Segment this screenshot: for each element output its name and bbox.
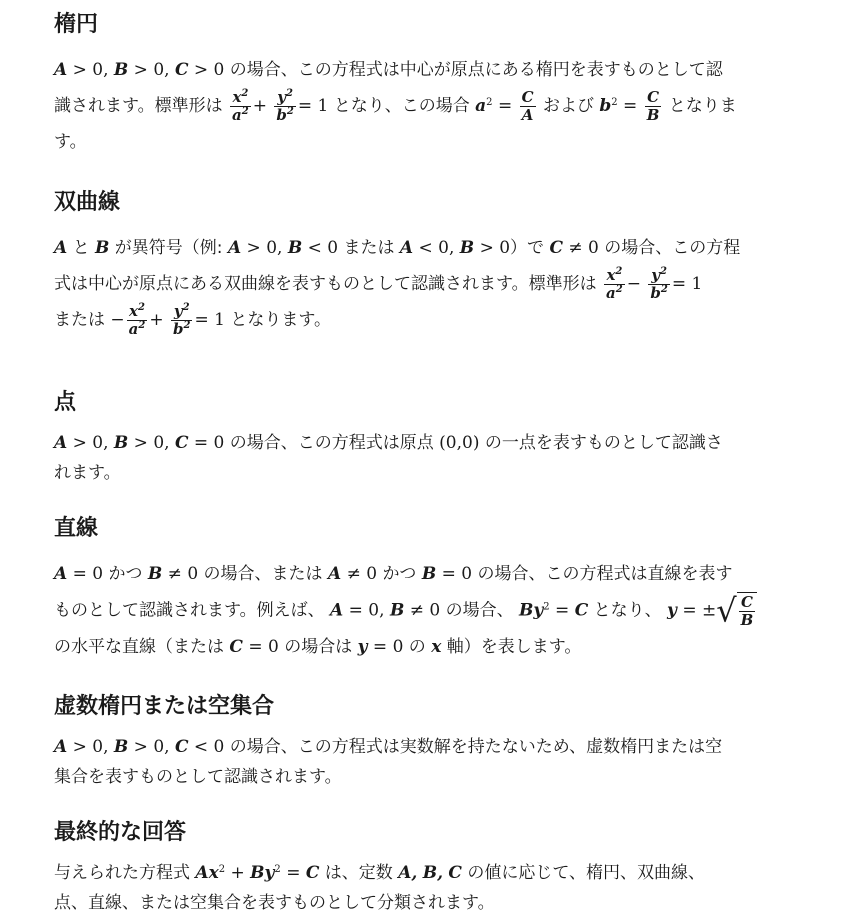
section-title-hyperbola: 双曲線 bbox=[54, 190, 121, 215]
text-span: の場合、この方程式は直線を表す bbox=[477, 564, 733, 584]
text-span: かつ bbox=[382, 564, 417, 584]
text-span: となり、この場合 bbox=[333, 96, 470, 116]
fraction-c-a: $\frac{C}{A}$ bbox=[521, 87, 534, 124]
text-span: となり、 bbox=[593, 600, 662, 621]
text-span: の bbox=[408, 637, 426, 657]
text-span: の場合、 bbox=[445, 600, 514, 621]
text-span: の水平な直線（または bbox=[54, 637, 224, 657]
text-span: と bbox=[72, 238, 90, 258]
text-span: は、定数 bbox=[324, 863, 393, 883]
text-span: または bbox=[343, 238, 395, 258]
section-line bbox=[54, 514, 824, 665]
text-span: の場合、この方程 bbox=[604, 238, 741, 258]
text-span: 式は中心が原点にある双曲線を表すものとして認識されます。標準形は bbox=[54, 274, 597, 294]
hyperbola-paragraph: A と B が異符号（例: A > 0, B < 0 または A < 0, B > 0）で C ≠ 0 の場合、この方程 式は中心が原点にある双曲線を表すものとして認識されます。標準形は $\frac{x^2}{a^2}$ − $\frac{y^2}{b^2}$ = 1 または − $\frac{x^2}{a^2}$ + $\frac{y^2}{b^2}$ = 1 となります。 bbox=[54, 238, 741, 338]
fraction-y2-b2: $\frac{y^2}{b^2}$ bbox=[650, 265, 668, 302]
text-span: かつ bbox=[108, 564, 143, 584]
text-span: 識されます。標準形は bbox=[54, 96, 223, 116]
fraction-x2-a2: $\frac{x^2}{a^2}$ bbox=[606, 265, 623, 302]
conclusion-paragraph: 与えられた方程式 Ax$^2$ + By$^2$ = C は、定数 A, B, C の値に応じて、楕円、双曲線、 点、直線、または空集合を表すものとして分類されます。 bbox=[54, 863, 706, 913]
fraction-x2-a2: $\frac{x^2}{a^2}$ bbox=[128, 301, 146, 338]
text-span: 与えられた方程式 bbox=[54, 863, 190, 883]
text-span: れます。 bbox=[54, 463, 121, 483]
fraction-x2-a2: $\frac{x^2}{a^2}$ bbox=[232, 87, 249, 124]
text-span: ものとして認識されます。例えば、 bbox=[54, 600, 325, 621]
text-span: ）で bbox=[510, 238, 545, 258]
section-title-ellipse: 楕円 bbox=[54, 12, 99, 37]
fraction-c-b: $\frac{C}{B}$ bbox=[646, 87, 660, 124]
text-span: 点、直線、または空集合を表すものとして分類されます。 bbox=[54, 893, 495, 913]
math-inline: A bbox=[54, 60, 68, 80]
text-span: の値に応じて、楕円、双曲線、 bbox=[467, 863, 706, 883]
sqrt-c-over-b: √ $\frac{C}{B}$ bbox=[716, 592, 757, 629]
section-title-line: 直線 bbox=[54, 516, 99, 541]
text-span: または bbox=[54, 310, 105, 330]
text-span: の場合、この方程式は中心が原点にある楕円を表すものとして認 bbox=[229, 60, 723, 80]
text-span: の場合、この方程式は原点 bbox=[229, 433, 434, 453]
text-span: となりま bbox=[668, 96, 737, 116]
text-span: の場合は bbox=[284, 637, 353, 657]
text-span: 集合を表すものとして認識されます。 bbox=[54, 767, 342, 787]
text-span: および bbox=[542, 96, 594, 116]
section-title-point: 点 bbox=[54, 390, 77, 415]
point-paragraph: A > 0, B > 0, C = 0 の場合、この方程式は原点 (0,0) の一点を表すものとして認識さ れます。 bbox=[54, 433, 723, 483]
section-title-conclusion: 最終的な回答 bbox=[54, 820, 187, 845]
section-ellipse bbox=[54, 10, 824, 160]
section-point bbox=[54, 388, 824, 488]
section-conclusion bbox=[54, 818, 824, 918]
text-span: の一点を表すものとして認識さ bbox=[484, 433, 723, 453]
text-span: となります。 bbox=[230, 310, 331, 330]
text-span: の場合、または bbox=[203, 564, 323, 584]
fraction-y2-b2: $\frac{y^2}{b^2}$ bbox=[173, 301, 191, 338]
text-span: の場合、この方程式は実数解を持たないため、虚数楕円または空 bbox=[229, 737, 723, 757]
section-title-imaginary: 虚数楕円または空集合 bbox=[54, 694, 275, 719]
section-hyperbola bbox=[54, 188, 824, 338]
fraction-y2-b2: $\frac{y^2}{b^2}$ bbox=[276, 87, 294, 124]
imaginary-paragraph: A > 0, B > 0, C < 0 の場合、この方程式は実数解を持たないため、虚数楕円または空 集合を表すものとして認識されます。 bbox=[54, 737, 723, 787]
text-span: 軸）を表します。 bbox=[446, 637, 582, 657]
text-span: す。 bbox=[54, 132, 87, 152]
ellipse-paragraph: A > 0, B > 0, C > 0 の場合、この方程式は中心が原点にある楕円を表すものとして認 識されます。標準形は $\frac{x^2}{a^2}$ + $\frac{y^2}{b^2}$ = 1 となり、この場合 $a^2$ = $\frac{C}{A}$ および $b^2$ = $\frac{C}{B}$ となりま す。 bbox=[54, 60, 737, 152]
text-span: が異符号（例: bbox=[114, 238, 223, 258]
section-imaginary bbox=[54, 692, 824, 792]
line-paragraph: A = 0 かつ B ≠ 0 の場合、または A ≠ 0 かつ B = 0 の場合、この方程式は直線を表す ものとして認識されます。例えば、 A = 0, B ≠ 0 の場合、 By$^2$ = C となり、 y = ±√ $\frac{C}{B}$ の水平な直線（または C = 0 の場合は y = 0 の x 軸）を表します。 bbox=[54, 556, 824, 665]
